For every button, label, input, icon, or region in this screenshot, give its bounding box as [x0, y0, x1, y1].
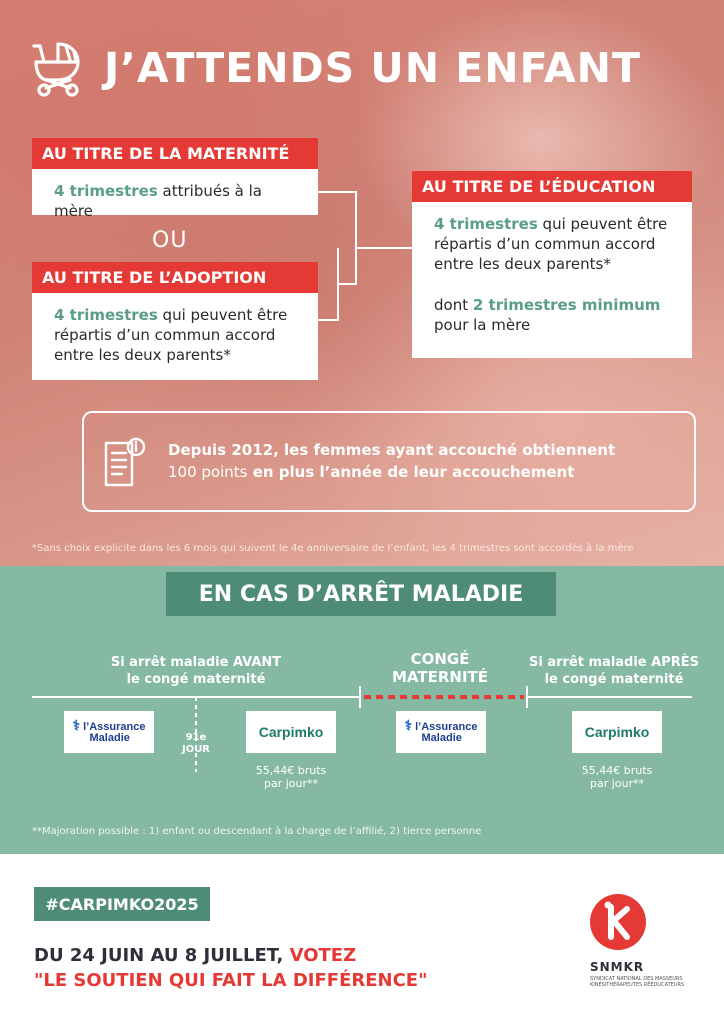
info-text	[168, 439, 688, 483]
or-label: OU	[152, 228, 188, 253]
snmkr-name: SNMKR	[590, 960, 645, 974]
page-title: J’ATTENDS UN ENFANT	[104, 44, 641, 92]
carpimko-logo-2	[572, 711, 662, 753]
carpimko-logo-1	[246, 711, 336, 753]
education-extra-highlight: 2 trimestres minimum	[472, 296, 661, 314]
assurance-label-2b: Maladie	[421, 732, 462, 744]
footnote-majoration: **Majoration possible : 1) enfant ou descendant à la charge de l’affilié, 2) tierce personne	[32, 826, 482, 837]
footnote-children: *Sans choix explicite dans les 6 mois qui suivent le 4e anniversaire de l’enfant, les 4 trimestres sont accordés à la mère	[32, 543, 634, 554]
assurance-label-2a: l’Assurance	[415, 721, 478, 733]
daily-allowance-1	[236, 764, 346, 790]
before-label-2: le congé maternité	[126, 672, 266, 687]
info-box	[82, 411, 696, 512]
info-points: 100 points	[168, 463, 248, 481]
assurance-label-1b: Maladie	[89, 732, 130, 744]
education-extra-suffix: pour la mère	[434, 316, 531, 334]
info-line-1: Depuis 2012, les femmes ayant accouché obtiennent	[168, 441, 616, 459]
education-text-1: qui peuvent être	[537, 215, 668, 233]
maternity-leave-1: CONGÉ	[410, 650, 470, 668]
education-text-2: répartis d’un commun accord	[434, 235, 656, 253]
assurance-maladie-logo-2	[396, 711, 486, 753]
education-text-3: entre les deux parents*	[434, 255, 611, 273]
before-label-1: Si arrêt maladie AVANT	[110, 655, 282, 670]
maternite-highlight: 4 trimestres	[54, 182, 158, 200]
maternite-heading	[32, 138, 318, 169]
education-highlight: 4 trimestres	[434, 215, 538, 233]
price-1-line-2: par jour**	[263, 777, 319, 790]
carpimko-label-2: Carpimko	[584, 724, 650, 740]
after-label-2: le congé maternité	[544, 672, 684, 687]
price-2-line-2: par jour**	[589, 777, 645, 790]
maternity-leave-2: MATERNITÉ	[391, 668, 488, 686]
education-extra-prefix: dont	[434, 296, 473, 314]
info-line-2: en plus l’année de leur accouchement	[247, 463, 575, 481]
education-heading	[412, 171, 692, 202]
adoption-box	[32, 293, 318, 380]
assurance-maladie-mark-icon-2: ⚕	[404, 717, 413, 733]
price-1-line-1: 55,44€ bruts	[255, 764, 327, 777]
hashtag-badge: #CARPIMKO2025	[34, 887, 210, 921]
adoption-highlight: 4 trimestres	[54, 306, 158, 324]
maternite-box	[32, 169, 318, 220]
vote-votez: VOTEZ	[289, 945, 357, 966]
timeline	[0, 566, 724, 854]
snmkr-subtitle: SYNDICAT NATIONAL DES MASSEURS KINÉSITHÉRAPEUTES RÉÉDUCATEURS	[590, 976, 685, 988]
day-91-word: JOUR	[181, 744, 211, 755]
snmkr-logo-icon	[589, 893, 647, 951]
education-heading-text: AU TITRE DE L’ÉDUCATION	[422, 177, 656, 196]
price-2-line-1: 55,44€ bruts	[581, 764, 653, 777]
vote-call	[34, 943, 427, 993]
vote-slogan: "LE SOUTIEN QUI FAIT LA DIFFÉRENCE"	[34, 970, 428, 991]
day-91-marker	[176, 732, 216, 756]
assurance-maladie-logo-1	[64, 711, 154, 753]
assurance-label-1a: l’Assurance	[83, 721, 146, 733]
adoption-text-2: répartis d’un commun accord	[54, 326, 276, 344]
adoption-text-1: qui peuvent être	[157, 306, 288, 324]
adoption-text-3: entre les deux parents*	[54, 346, 231, 364]
maternite-heading-text: AU TITRE DE LA MATERNITÉ	[42, 144, 290, 163]
maternite-text: attribués à la mère	[54, 182, 262, 220]
carpimko-label-1: Carpimko	[258, 724, 324, 740]
daily-allowance-2	[562, 764, 672, 790]
day-91-number: 91e	[185, 732, 207, 743]
sick-leave-title: EN CAS D’ARRÊT MALADIE	[166, 572, 556, 616]
adoption-heading-text: AU TITRE DE L’ADOPTION	[42, 268, 267, 287]
after-label-1: Si arrêt maladie APRÈS	[529, 655, 699, 670]
vote-dates: DU 24 JUIN AU 8 JUILLET,	[34, 945, 290, 966]
adoption-heading	[32, 262, 318, 293]
education-box	[412, 202, 692, 358]
sick-leave-section	[0, 566, 724, 854]
document-info-icon	[102, 435, 148, 489]
assurance-maladie-mark-icon: ⚕	[72, 717, 81, 733]
